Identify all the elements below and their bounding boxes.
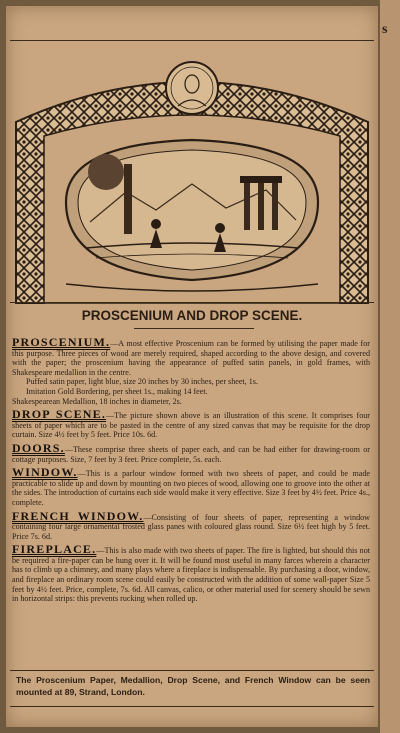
catalogue-body	[12, 335, 371, 608]
section-doors	[12, 440, 370, 464]
section-heading: DOORS.	[12, 440, 65, 455]
section-heading: DROP SCENE.	[12, 407, 107, 422]
section-drop-scene	[12, 407, 370, 440]
price-item: Imitation Gold Bordering, per sheet 1s., making 14 feet.	[26, 386, 208, 396]
section-heading: FIREPLACE.	[12, 542, 97, 557]
title-top-rule	[10, 302, 374, 303]
next-page-edge	[380, 0, 400, 733]
section-text: —This is a parlour window formed with two sheets of paper, and could be made practicable to slide up and down by mounting on two pieces of wood, allowing one to groove into the other at the sides. The introduction of curtains each side would make it very effective. Size 3 feet by 4½ feet. Price 4s., complete.	[12, 469, 370, 507]
title-underline	[134, 328, 254, 329]
section-fireplace	[12, 542, 370, 604]
price-item: Puffed satin paper, light blue, size 20 inches by 30 inches, per sheet, 1s.	[26, 377, 258, 387]
section-text: —Consisting of four sheets of paper, representing a window containing four large ornamental frosted glass panes with coloured glass round. Size 6½ feet high by 5 feet. Price 7s. 6d.	[12, 512, 371, 541]
footer-bottom-rule	[10, 706, 374, 707]
footer-note: The Proscenium Paper, Medallion, Drop Scene, and French Window can be seen mounted at 89, Strand, London.	[16, 675, 370, 697]
edge-glyph: s	[382, 22, 388, 37]
section-text: —A most effective Proscenium can be formed by utilising the paper made for this purpose. Three pieces of wood are merely required, shaped according to the above design, and covered with the paper; the proscenium having the appearance of puffed satin panels, in gold frames, with Shakespeare medallion in the centre.	[12, 339, 370, 377]
section-text: —The picture shown above is an illustration of this scene. It comprises four sheets of paper which are to be pasted in the centre of any sized canvas that may be requisite for the drop curtain. Size 4½ feet by 5 feet. Price 10s. 6d.	[12, 411, 370, 440]
shakespeare-medallion	[166, 62, 218, 114]
section-text: —This is also made with two sheets of paper. The fire is lighted, but should this not be required a fire-paper can be hung over it. It will be found most useful in many farces wherein a character has to climb up a chimney, and many plays where a fireplace is indispensable. By purchasing a door, window, and fireplace an ordinary room scene could easily be constructed with the addition of some wall-paper Size 5 feet by 4½ feet. Price, complete, 7s. 6d. All canvas, calico, or other material used for scenery should be sewn in horizontal strips: this prevents rucking when rolled up.	[12, 546, 370, 604]
section-proscenium	[12, 335, 370, 406]
section-window	[12, 465, 370, 507]
section-heading: WINDOW.	[12, 465, 78, 480]
proscenium-illustration	[6, 52, 378, 304]
section-heading: FRENCH WINDOW.	[12, 508, 144, 523]
drop-scene-picture	[66, 140, 318, 280]
footer-top-rule	[10, 670, 374, 671]
catalogue-page	[6, 6, 378, 727]
section-text: —These comprise three sheets of paper each, and can be had either for drawing-room or cottage purposes. Size, 7 feet by 3 feet. Price complete, 5s. each.	[12, 444, 370, 464]
top-rule	[10, 40, 374, 41]
page-title: PROSCENIUM AND DROP SCENE.	[81, 308, 303, 323]
section-heading: PROSCENIUM.	[12, 335, 111, 349]
price-item: Shakespearean Medallion, 18 inches in diameter, 2s.	[12, 396, 182, 406]
section-french-window	[12, 508, 371, 542]
